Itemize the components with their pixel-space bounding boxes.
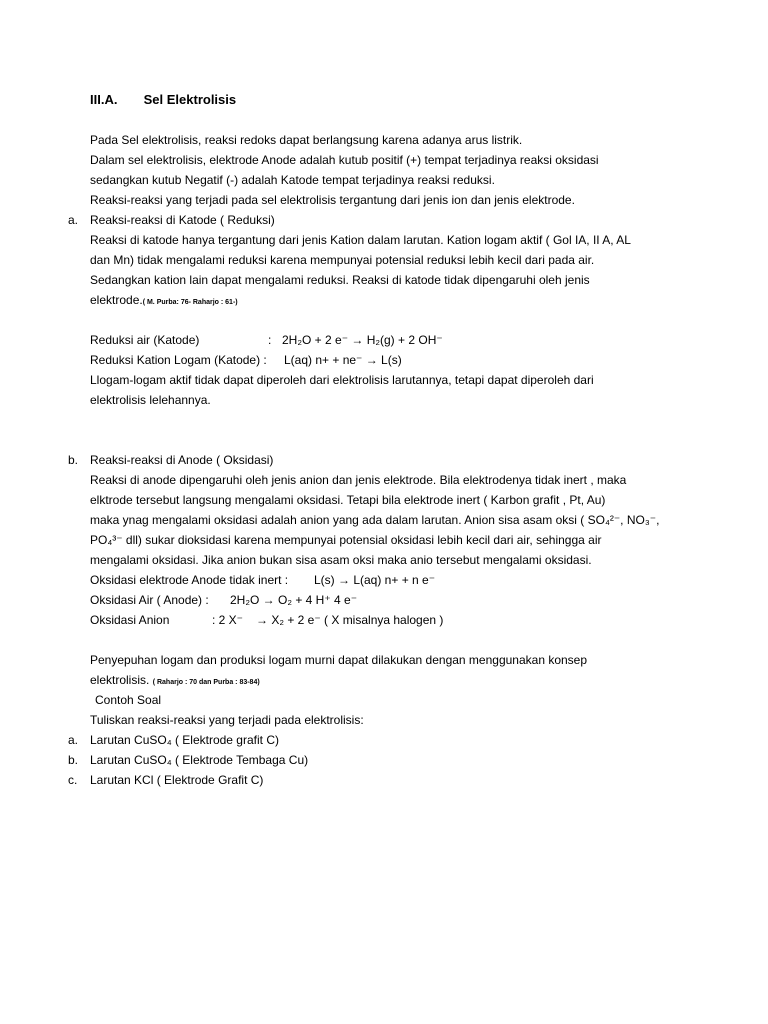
intro-line: Pada Sel elektrolisis, reaksi redoks dapat berlangsung karena adanya arus listrik. — [90, 133, 523, 147]
section-number: III.A. — [90, 92, 118, 107]
reaction-label: Oksidasi Anion — [90, 613, 170, 627]
section-b-marker: b. — [68, 453, 79, 467]
intro-line: Reaksi-reaksi yang terjadi pada sel elektrolisis tergantung dari jenis ion dan jenis elektrode. — [90, 193, 575, 207]
section-b-line: maka ynag mengalami oksidasi adalah anion yang ada dalam larutan. Anion sisa asam oksi ( SO₄²⁻, NO₃⁻, — [90, 513, 660, 527]
section-b-title: Reaksi-reaksi di Anode ( Oksidasi) — [90, 453, 274, 467]
reaction-label: Oksidasi Air ( Anode) : — [90, 593, 209, 607]
section-b-line: mengalami oksidasi. Jika anion bukan sisa asam oksi maka anio tersebut mengalami oksidasi. — [90, 553, 592, 567]
example-item-marker: a. — [68, 733, 79, 747]
reaction-equation: → X₂ + 2 e⁻ ( X misalnya halogen ) — [256, 613, 444, 627]
closing-reference: ( Raharjo : 70 dan Purba : 83-84) — [152, 679, 260, 686]
section-a-marker: a. — [68, 213, 79, 227]
section-a-last-line — [90, 292, 238, 311]
section-a-line: dan Mn) tidak mengalami reduksi karena mempunyai potensial reduksi lebih kecil dari pada air. — [90, 253, 595, 267]
section-b-line: elktrode tersebut langsung mengalami oksidasi. Tetapi bila elektrode inert ( Karbon grafit , Pt, Au) — [90, 493, 606, 507]
closing-line: Penyepuhan logam dan produksi logam murni dapat dilakukan dengan menggunakan konsep — [90, 653, 588, 667]
reaction-label: Reduksi Kation Logam (Katode) : — [90, 353, 267, 367]
example-prompt: Tuliskan reaksi-reaksi yang terjadi pada elektrolisis: — [90, 713, 364, 727]
section-a-last-text: elektrode. — [90, 293, 143, 307]
reaction-equation: L(aq) n+ + ne⁻ → L(s) — [284, 353, 402, 367]
reaction-colon: : 2 X⁻ — [212, 613, 244, 627]
reaction-equation: 2H₂O + 2 e⁻ → H₂(g) + 2 OH⁻ — [282, 333, 443, 347]
closing-last-line — [90, 672, 260, 691]
section-a-title: Reaksi-reaksi di Katode ( Reduksi) — [90, 213, 275, 227]
reaction-label: Oksidasi elektrode Anode tidak inert : — [90, 573, 289, 587]
example-item: Larutan CuSO₄ ( Elektrode grafit C) — [90, 733, 279, 747]
intro-line: Dalam sel elektrolisis, elektrode Anode adalah kutub positif (+) tempat terjadinya reaksi oksidasi — [90, 153, 599, 167]
reaction-colon: : — [268, 333, 272, 347]
intro-line: sedangkan kutub Negatif (-) adalah Katode tempat terjadinya reaksi reduksi. — [90, 173, 495, 187]
section-a-line: Reaksi di katode hanya tergantung dari jenis Kation dalam larutan. Kation logam aktif ( Gol IA, II A, AL — [90, 233, 631, 247]
example-item-marker: b. — [68, 753, 79, 767]
section-a-reference: ( M. Purba: 76- Raharjo : 61-) — [142, 299, 238, 306]
note-line: Llogam-logam aktif tidak dapat diperoleh dari elektrolisis larutannya, tetapi dapat diperoleh dari — [90, 373, 594, 387]
section-b-line: PO₄³⁻ dll) sukar dioksidasi karena mempunyai potensial oksidasi lebih kecil dari air, sehingga air — [90, 533, 602, 547]
example-title: Contoh Soal — [95, 693, 162, 707]
note-line: elektrolisis lelehannya. — [90, 393, 211, 407]
section-title: Sel Elektrolisis — [143, 92, 237, 107]
section-b-line: Reaksi di anode dipengaruhi oleh jenis anion dan jenis elektrode. Bila elektrodenya tidak inert , maka — [90, 473, 627, 487]
reaction-equation: 2H₂O → O₂ + 4 H⁺ 4 e⁻ — [230, 593, 358, 607]
example-item: Larutan CuSO₄ ( Elektrode Tembaga Cu) — [90, 753, 309, 767]
section-heading — [90, 92, 236, 107]
closing-last-text: elektrolisis. — [90, 673, 150, 687]
example-item: Larutan KCl ( Elektrode Grafit C) — [90, 773, 264, 787]
section-a-line: Sedangkan kation lain dapat mengalami reduksi. Reaksi di katode tidak dipengaruhi oleh jenis — [90, 273, 590, 287]
reaction-equation: L(s) → L(aq) n+ + n e⁻ — [314, 573, 436, 587]
reaction-label: Reduksi air (Katode) — [90, 333, 200, 347]
example-item-marker: c. — [68, 773, 78, 787]
